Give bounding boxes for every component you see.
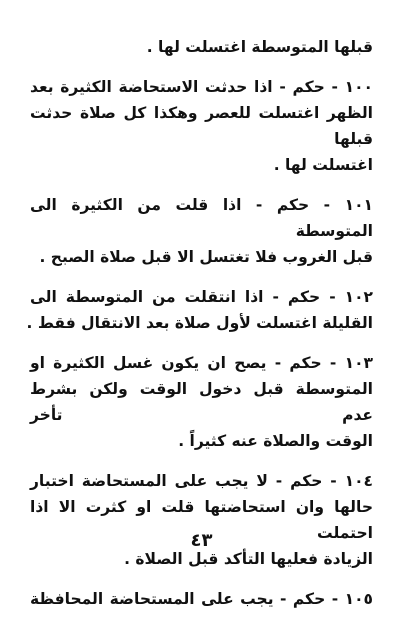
paragraph-ruling-101 bbox=[30, 192, 373, 270]
text-line: المتوسطة قبل دخول الوقت ولكن بشرط عدم تأخر bbox=[30, 380, 373, 424]
text-line: حالها وان استحاضتها قلت او كثرت الا اذا احتملت bbox=[30, 498, 373, 542]
text-line: قبل الغروب فلا تغتسل الا قبل صلاة الصبح . bbox=[39, 248, 373, 266]
text-line: ١٠٣ - حكم - يصح ان يكون غسل الكثيرة او bbox=[30, 354, 373, 372]
text-line: ١٠٤ - حكم - لا يجب على المستحاضة اختبار bbox=[30, 472, 373, 490]
text-line: ١٠٢ - حكم - اذا انتقلت من المتوسطة الى bbox=[30, 288, 373, 306]
text-line: ١٠١ - حكم - اذا قلت من الكثيرة الى المتوسطة bbox=[30, 196, 373, 240]
paragraph-ruling-105 bbox=[30, 586, 373, 612]
text-line: الظهر اغتسلت للعصر وهكذا كل صلاة حدثت قبلها bbox=[30, 104, 373, 148]
paragraph-ruling-102 bbox=[26, 284, 373, 336]
text-line: ١٠٥ - حكم - يجب على المستحاضة المحافظة bbox=[30, 590, 373, 608]
paragraph-ruling-103 bbox=[30, 350, 373, 454]
paragraph-ruling-104 bbox=[30, 468, 373, 572]
text-line: الزيادة فعليها التأكد قبل الصلاة . bbox=[124, 550, 373, 568]
text-line: الوقت والصلاة عنه كثيراً . bbox=[178, 432, 373, 450]
text-line: القليلة اغتسلت لأول صلاة بعد الانتقال فقط . bbox=[26, 314, 373, 332]
text-line: اغتسلت لها . bbox=[273, 156, 373, 174]
paragraph-ruling-100 bbox=[30, 74, 373, 178]
text-line: قبلها المتوسطة اغتسلت لها . bbox=[146, 38, 373, 56]
page-number: ٤٣ bbox=[190, 530, 213, 551]
text-line: ١٠٠ - حكم - اذا حدثت الاستحاضة الكثيرة بعد bbox=[30, 78, 373, 96]
paragraph-continuation bbox=[30, 34, 373, 60]
